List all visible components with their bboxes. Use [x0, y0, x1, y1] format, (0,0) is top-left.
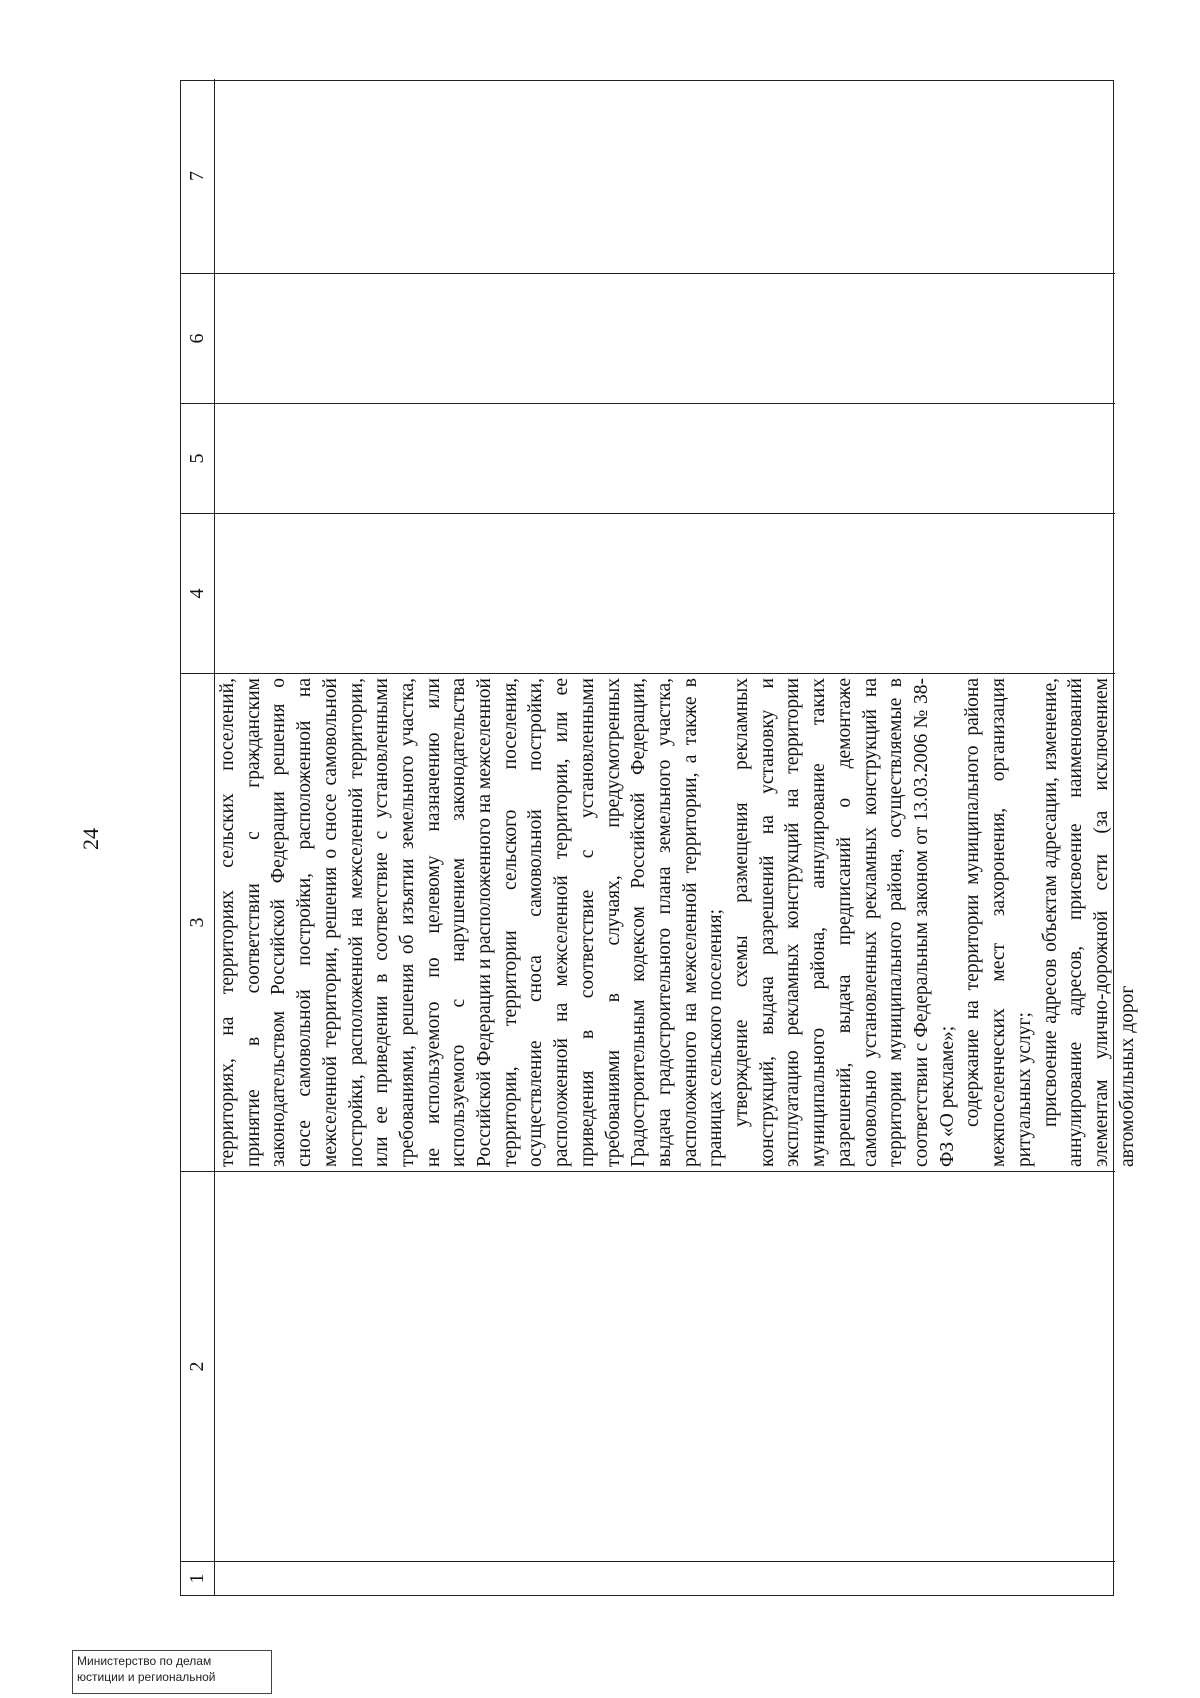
cell-col-1	[215, 1561, 1115, 1595]
document-table-wrapper	[180, 80, 1138, 1596]
paragraph-addresses: присвоение адресов объектам адресации, изменение, аннулирование адресов, присвоение наименований элементам улично-дорожной сети (за исключением автомобильных дорог	[1039, 678, 1138, 1167]
header-col-3: 3	[181, 673, 215, 1171]
header-col-6: 6	[181, 273, 215, 403]
competence-table	[180, 80, 1138, 1596]
header-col-7: 7	[181, 79, 215, 273]
header-col-5: 5	[181, 403, 215, 513]
paragraph-advertising: утверждение схемы размещения рекламных конструкций, выдача разрешений на установку и эксплуатацию рекламных конструкций на территории муниципального района, аннулирование таких разрешений, выдача предписаний о демонтаже самовольно установленных рекламных конструкций на территории муниципального района, осуществляемые в соответствии с Федеральным законом от 13.03.2006 № 38-ФЗ «О рекламе»;	[731, 678, 958, 1167]
header-col-4: 4	[181, 513, 215, 673]
cell-col-7	[215, 79, 1115, 273]
header-col-1: 1	[181, 1561, 215, 1595]
header-col-2: 2	[181, 1171, 215, 1561]
cell-col-6	[215, 273, 1115, 403]
paragraph-burial: содержание на территории муниципального района межпоселенческих мест захоронения, организация ритуальных услуг;	[962, 678, 1035, 1167]
stamp-line-1: Министерство по делам	[77, 1654, 212, 1668]
page-number: 24	[78, 828, 103, 850]
cell-col-4	[215, 513, 1115, 673]
stamp-line-2: юстиции и региональной	[77, 1670, 216, 1684]
cell-col-3	[215, 673, 1138, 1171]
cell-col-2	[215, 1171, 1115, 1561]
cell-col-5	[215, 403, 1115, 513]
registration-stamp	[72, 1650, 272, 1694]
paragraph-land-powers: территориях, на территориях сельских поселений, принятие в соответствии с гражданским законодательством Российской Федерации решения о сносе самовольной постройки, расположенной на межселенной территории, решения о сносе самовольной постройки, расположенной на межселенной территории, или ее приведении в соответствие с установленными требованиями, решения об изъятии земельного участка, не используемого по целевому назначению или используемого с нарушением законодательства Российской Федерации и расположенного на межселенной территории, территории сельского поселения, осуществление сноса самовольной постройки, расположенной на межселенной территории, или ее приведения в соответствие с установленными требованиями в случаях, предусмотренных Градостроительным кодексом Российской Федерации, выдача градостроительного плана земельного участка, расположенного на межселенной территории, а также в границах сельского поселения;	[217, 678, 727, 1167]
